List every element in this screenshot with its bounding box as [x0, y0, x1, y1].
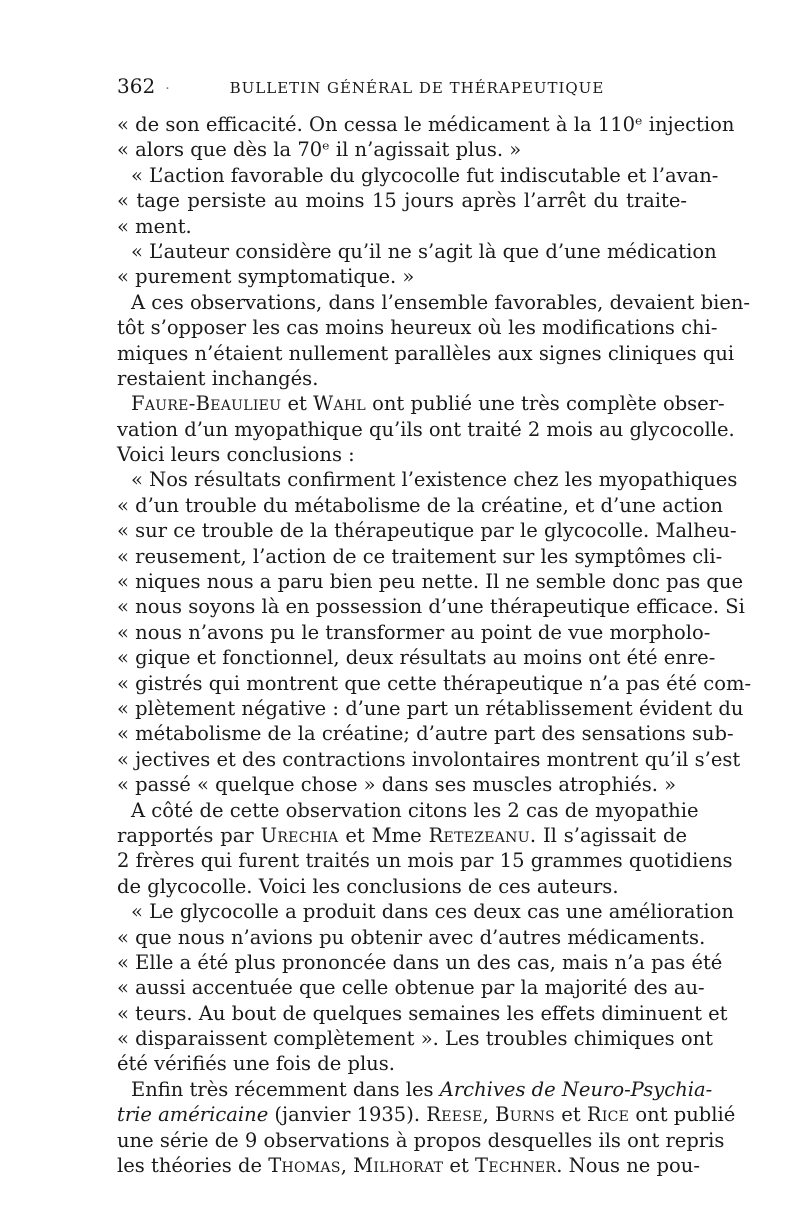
text-line: « d’un trouble du métabolisme de la créatine, et d’une action — [117, 493, 723, 517]
text-run: ont publié une très complète obser- — [365, 392, 725, 416]
author-name: Retezeanu — [428, 823, 530, 847]
text-line: A côté de cette observation citons les 2 cas de myopathie — [131, 798, 699, 822]
author-name: Milhorat — [353, 1154, 444, 1178]
text-line: « gique et fonctionnel, deux résultats au moins ont été enre- — [117, 646, 716, 670]
text-line: « jectives et des contractions involontaires montrent qu’il s’est — [117, 747, 741, 771]
text-line: « aussi accentuée que celle obtenue par la majorité des au- — [117, 976, 705, 1000]
author-name: Thomas — [268, 1154, 341, 1178]
text-line — [117, 1102, 736, 1127]
text-line: Voici leurs conclusions : — [117, 443, 355, 467]
text-line: « que nous n’avions pu obtenir avec d’autres médicaments. — [117, 925, 706, 949]
page-number: 362 — [117, 74, 156, 98]
text-run: , — [482, 1103, 496, 1127]
text-line: « plètement négative : d’une part un rétablissement évident du — [117, 696, 744, 720]
text-line: « L’auteur considère qu’il ne s’agit là que d’une médication — [131, 239, 717, 263]
author-name: Techner — [475, 1154, 557, 1178]
text-line — [117, 391, 725, 416]
text-run: , — [340, 1154, 354, 1178]
text-line: tôt s’opposer les cas moins heureux où les modifications chi- — [117, 316, 718, 340]
author-name: Burns — [495, 1103, 556, 1127]
text-line: « Elle a été plus prononcée dans un des cas, mais n’a pas été — [117, 950, 723, 974]
text-line: « métabolisme de la créatine; d’autre part des sensations sub- — [117, 722, 734, 746]
text-line: « nous soyons là en possession d’une thérapeutique efficace. Si — [117, 595, 745, 619]
text-run: (janvier 1935). — [268, 1103, 427, 1127]
text-line: une série de 9 observations à propos desquelles ils ont repris — [117, 1128, 725, 1152]
text-line — [117, 823, 687, 848]
text-run: et — [555, 1103, 587, 1127]
text-line: 2 frères qui furent traités un mois par 15 grammes quotidiens — [117, 849, 733, 873]
text-line: « purement symptomatique. » — [117, 265, 415, 289]
text-line: « nous n’avons pu le transformer au point de vue morpholo- — [117, 620, 711, 644]
text-run: . Nous ne pou- — [556, 1154, 700, 1178]
author-name: Reese — [426, 1103, 483, 1127]
text-line: « de son efficacité. On cessa le médicament à la 110ᵉ injection — [117, 113, 735, 136]
text-line: « Nos résultats confirment l’existence chez les myopathiques — [131, 468, 738, 492]
text-line: « niques nous a paru bien peu nette. Il ne semble donc pas que — [117, 570, 744, 594]
text-line: « L’action favorable du glycocolle fut indiscutable et l’avan- — [131, 163, 719, 187]
text-run: et Mme — [338, 823, 429, 847]
text-line: « teurs. Au bout de quelques semaines les effets diminuent et — [117, 1001, 728, 1025]
text-run: Enfin très récemment dans les — [131, 1077, 440, 1101]
text-run: et — [281, 392, 314, 416]
author-name: Urechia — [260, 823, 339, 847]
running-title: BULLETIN GÉNÉRAL DE THÉRAPEUTIQUE — [229, 79, 605, 97]
text-line: A ces observations, dans l’ensemble favorables, devaient bien- — [131, 290, 751, 314]
text-line: « tage persiste au moins 15 jours après l’arrêt du traite- — [117, 189, 687, 213]
text-line: restaient inchangés. — [117, 366, 319, 390]
text-line: « passé « quelque chose » dans ses muscles atrophiés. » — [117, 773, 677, 797]
journal-title: Archives de Neuro-Psychia- — [439, 1077, 713, 1101]
text-line: « sur ce trouble de la thérapeutique par le glycocolle. Malheu- — [117, 519, 737, 543]
author-name: Wahl — [313, 392, 366, 416]
author-name: Rice — [586, 1103, 630, 1127]
text-line: de glycocolle. Voici les conclusions de ces auteurs. — [117, 874, 619, 898]
text-line: vation d’un myopathique qu’ils ont traité 2 mois au glycocolle. — [117, 417, 735, 441]
body-text — [117, 112, 752, 1178]
text-run: rapportés par — [117, 823, 261, 847]
text-line: « gistrés qui montrent que cette thérapeutique n’a pas été com- — [117, 671, 752, 695]
text-line: « Le glycocolle a produit dans ces deux cas une amélioration — [131, 900, 734, 924]
text-line: « disparaissent complètement ». Les troubles chimiques ont — [117, 1027, 714, 1051]
author-name: Faure-Beaulieu — [131, 392, 282, 416]
text-line: « reusement, l’action de ce traitement sur les symptômes cli- — [117, 544, 723, 568]
text-line: « ment. — [117, 214, 192, 238]
text-run: les théories de — [117, 1154, 269, 1178]
text-line: miques n’étaient nullement parallèles aux signes cliniques qui — [117, 341, 735, 365]
journal-title: trie américaine — [117, 1103, 269, 1127]
text-run: . Il s’agissait de — [529, 823, 687, 847]
text-line: été vérifiés une fois de plus. — [117, 1052, 395, 1076]
text-run: ont publié — [629, 1103, 736, 1127]
text-run: et — [443, 1154, 476, 1178]
text-line — [117, 1153, 700, 1178]
page-header — [117, 74, 687, 104]
text-line — [117, 1077, 713, 1102]
header-dot: · — [165, 81, 170, 97]
text-line: « alors que dès la 70ᵉ il n’agissait plus. » — [117, 138, 522, 162]
